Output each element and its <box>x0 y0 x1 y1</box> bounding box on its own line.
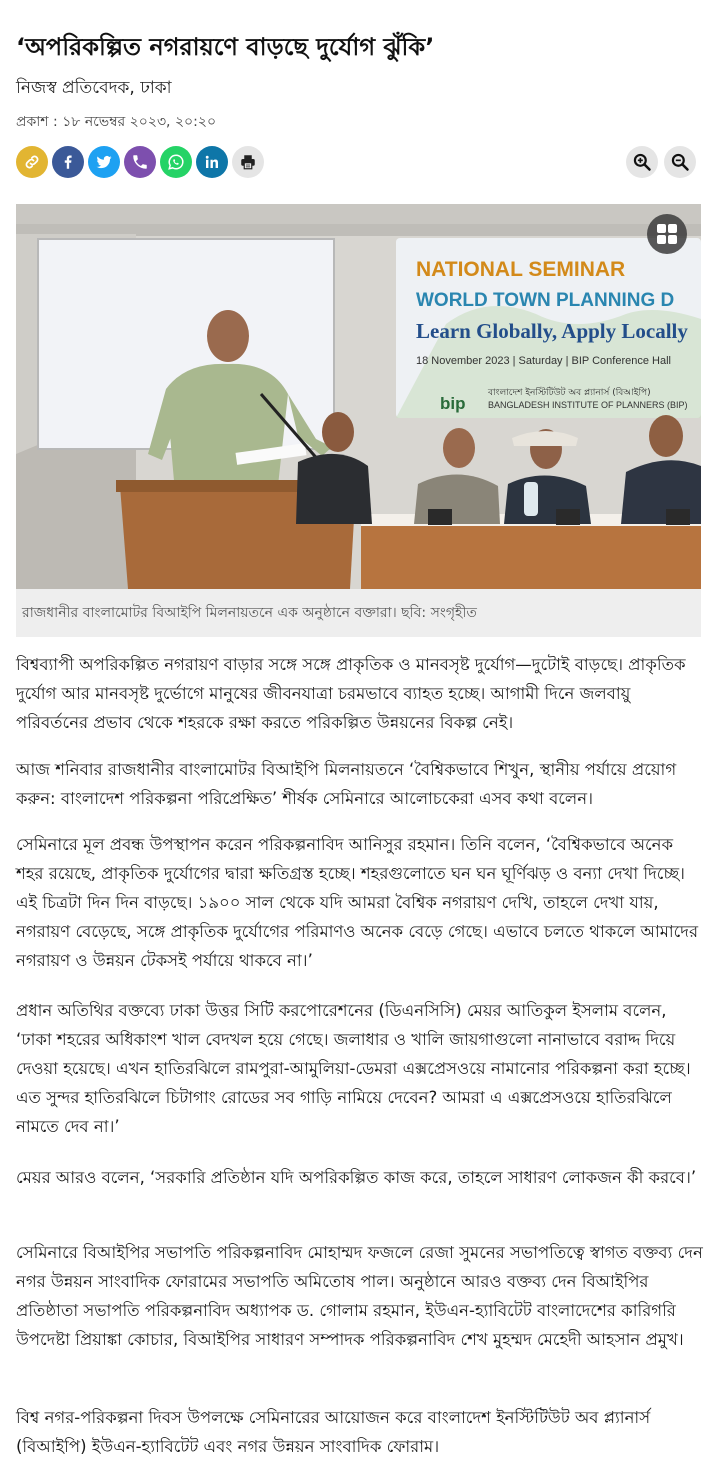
print-button[interactable] <box>232 146 264 178</box>
facebook-share-button[interactable] <box>52 146 84 178</box>
body-paragraph: প্রধান অতিথির বক্তব্যে ঢাকা উত্তর সিটি করপোরেশনের (ডিএনসিসি) মেয়র আতিকুল ইসলাম বলেন, ‘ঢাকা শহরের অধিকাংশ খাল বেদখল হয়ে গেছে। জলাধার ও খালি জায়গাগুলো নানাভাবে বরাদ্দ দিয়ে দেওয়া হয়েছে। এখন হাতিরঝিলে রামপুরা-আমুলিয়া-ডেমরা এক্সপ্রেসওয়ে নামানোর পরিকল্পনা করা হচ্ছে। এত সুন্দর হাতিরঝিলে চিটাগাং রোডের সব গাড়ি নামিয়ে দেবেন? আমরা এ এক্সপ্রেসওয়ে হাতিরঝিলে নামতে দেব না।’ <box>16 1001 691 1136</box>
twitter-icon <box>95 153 113 171</box>
body-paragraph: সেমিনারে বিআইপির সভাপতি পরিকল্পনাবিদ মোহাম্মদ ফজলে রেজা সুমনের সভাপতিত্বে স্বাগত বক্তব্য দেন নগর উন্নয়ন সাংবাদিক ফোরামের সভাপতি অমিতোষ পাল। অনুষ্ঠানে আরও বক্তব্য দেন বিআইপির প্রতিষ্ঠাতা সভাপতি পরিকল্পনাবিদ অধ্যাপক ড. গোলাম রহমান, ইউএন-হ্যাবিটেট বাংলাদেশের কারিগরি উপদেষ্টা প্রিয়াঙ্কা কোচার, বিআইপির সাধারণ সম্পাদক পরিকল্পনাবিদ শেখ মুহম্মদ মেহেদী আহসান প্রমুখ। <box>16 1243 703 1349</box>
zoom-out-icon <box>670 152 690 172</box>
banner-line-3: Learn Globally, Apply Locally <box>416 319 688 343</box>
whatsapp-share-button[interactable] <box>160 146 192 178</box>
article-photo[interactable] <box>16 204 701 589</box>
share-bar <box>16 146 264 178</box>
link-icon <box>23 153 41 171</box>
reporter-line: নিজস্ব প্রতিবেদক, ঢাকা <box>16 78 172 98</box>
whatsapp-icon <box>167 153 185 171</box>
body-paragraph: মেয়র আরও বলেন, ‘সরকারি প্রতিষ্ঠান যদি অপরিকল্পিত কাজ করে, তাহলে সাধারণ লোকজন কী করবে।’ <box>16 1168 697 1187</box>
linkedin-share-button[interactable] <box>196 146 228 178</box>
gallery-button[interactable] <box>647 214 687 254</box>
copy-link-button[interactable] <box>16 146 48 178</box>
banner-line-1: NATIONAL SEMINAR <box>416 258 626 281</box>
body-paragraph: বিশ্ব নগর-পরিকল্পনা দিবস উপলক্ষে সেমিনারের আয়োজন করে বাংলাদেশ ইনস্টিটিউট অব প্ল্যানার্স (বিআইপি) ইউএন-হ্যাবিটেট এবং নগর উন্নয়ন সাংবাদিক ফোরাম। <box>16 1408 651 1456</box>
linkedin-icon <box>203 153 221 171</box>
facebook-icon <box>59 153 77 171</box>
zoom-in-button[interactable] <box>626 146 658 178</box>
banner-org-bn: বাংলাদেশ ইনস্টিটিউট অব প্ল্যানার্স (বিআইপি) <box>488 388 651 398</box>
banner-line-4: 18 November 2023 | Saturday | BIP Conference Hall <box>416 355 671 367</box>
seminar-photo-illustration <box>16 204 701 589</box>
grid-icon <box>656 223 678 245</box>
banner-org-en: BANGLADESH INSTITUTE OF PLANNERS (BIP) <box>488 400 688 410</box>
banner-line-2: WORLD TOWN PLANNING D <box>416 290 675 311</box>
body-paragraph: বিশ্বব্যাপী অপরিকল্পিত নগরায়ণ বাড়ার সঙ্গে সঙ্গে প্রাকৃতিক ও মানবসৃষ্ট দুর্যোগ—দুটোই বাড়ছে। প্রাকৃতিক দুর্যোগ আর মানবসৃষ্ট দুর্ভোগে মানুষের জীবনযাত্রা চরমভাবে ব্যাহত হচ্ছে। আগামী দিনে জলবায়ু পরিবর্তনের প্রভাব থেকে শহরকে রক্ষা করতে পরিকল্পিত উন্নয়নের বিকল্প নেই। <box>16 655 686 732</box>
twitter-share-button[interactable] <box>88 146 120 178</box>
phone-icon <box>131 153 149 171</box>
photo-caption: রাজধানীর বাংলামোটর বিআইপি মিলনায়তনে এক অনুষ্ঠানে বক্তারা। ছবি: সংগৃহীত <box>16 589 701 637</box>
published-date: প্রকাশ : ১৮ নভেম্বর ২০২৩, ২০:২০ <box>16 114 217 130</box>
printer-icon <box>239 153 257 171</box>
headline: ‘অপরিকল্পিত নগরায়ণে বাড়ছে দুর্যোগ ঝুঁকি’ <box>16 33 435 62</box>
font-zoom-controls <box>626 146 696 178</box>
viber-share-button[interactable] <box>124 146 156 178</box>
zoom-out-button[interactable] <box>664 146 696 178</box>
bip-logo: bip <box>440 394 466 413</box>
body-paragraph: সেমিনারে মূল প্রবন্ধ উপস্থাপন করেন পরিকল্পনাবিদ আনিসুর রহমান। তিনি বলেন, ‘বৈশ্বিকভাবে অনেক শহর রয়েছে, প্রাকৃতিক দুর্যোগের দ্বারা ক্ষতিগ্রস্ত হচ্ছে। শহরগুলোতে ঘন ঘন ঘূর্ণিঝড় ও বন্যা দেখা দিচ্ছে। এই চিত্রটা দিন দিন বাড়ছে। ১৯০০ সাল থেকে যদি আমরা বৈশ্বিক নগরায়ণ দেখি, তাহলে দেখা যায়, নগরায়ণ বেড়েছে, সঙ্গে প্রাকৃতিক দুর্যোগের পরিমাণও অনেক বেড়ে গেছে। এভাবে চলতে থাকলে আমাদের নগরায়ণ ও উন্নয়ন টেকসই পর্যায়ে থাকবে না।’ <box>16 835 699 970</box>
zoom-in-icon <box>632 152 652 172</box>
body-paragraph: আজ শনিবার রাজধানীর বাংলামোটর বিআইপি মিলনায়তনে ‘বৈশ্বিকভাবে শিখুন, স্থানীয় পর্যায়ে প্রয়োগ করুন: বাংলাদেশ পরিকল্পনা পরিপ্রেক্ষিত’ শীর্ষক সেমিনারে আলোচকেরা এসব কথা বলেন। <box>16 760 677 808</box>
